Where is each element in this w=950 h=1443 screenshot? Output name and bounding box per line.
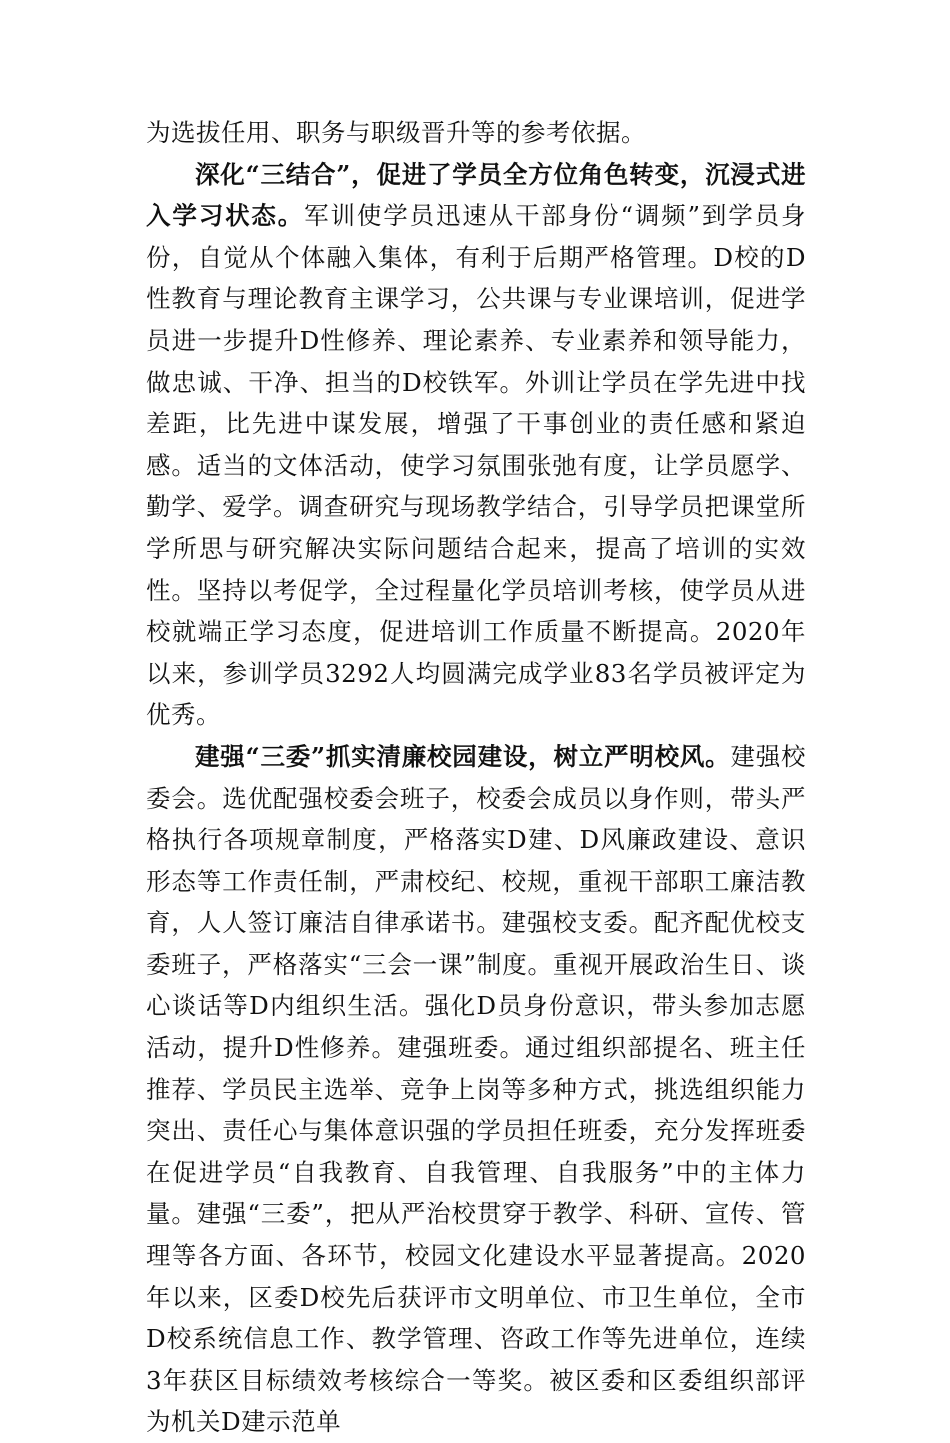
paragraph-heading: 建强“三委”抓实清廉校园建设，树立严明校风。 xyxy=(195,741,731,771)
paragraph-heading: 深化“三结合”，促进了学员全方位角色转变，沉浸式进入学习状态。 xyxy=(146,159,806,231)
paragraph-continuation xyxy=(146,112,806,154)
paragraph-text: 建强校委会。选优配强校委会班子，校委会成员以身作则，带头严格执行各项规章制度，严格落实D建、D风廉政建设、意识形态等工作责任制，严肃校纪、校规，重视干部职工廉洁教育，人人签订廉洁自律承诺书。建强校支委。配齐配优校支委班子，严格落实“三会一课”制度。重视开展政治生日、谈心谈话等D内组织生活。强化D员身份意识，带头参加志愿活动，提升D性修养。建强班委。通过组织部提名、班主任推荐、学员民主选举、竞争上岗等多种方式，挑选组织能力突出、责任心与集体意识强的学员担任班委，充分发挥班委在促进学员“自我教育、自我管理、自我服务”中的主体力量。建强“三委”，把从严治校贯穿于教学、科研、宣传、管理等各方面、各环节，校园文化建设水平显著提高。2020年以来，区委D校先后获评市文明单位、市卫生单位，全市D校系统信息工作、教学管理、咨政工作等先进单位，连续3年获区目标绩效考核综合一等奖。被区委和区委组织部评为机关D建示范单 xyxy=(146,741,807,1437)
paragraph-text: 军训使学员迅速从干部身份“调频”到学员身份，自觉从个体融入集体，有利于后期严格管理。D校的D性教育与理论教育主课学习，公共课与专业课培训，促进学员进一步提升D性修养、理论素养、专业素养和领导能力，做忠诚、干净、担当的D校铁军。外训让学员在学先进中找差距，比先进中谋发展，增强了干事创业的责任感和紧迫感。适当的文体活动，使学习氛围张弛有度，让学员愿学、勤学、爱学。调查研究与现场教学结合，引导学员把课堂所学所思与研究解决实际问题结合起来，提高了培训的实效性。坚持以考促学，全过程量化学员培训考核，使学员从进校就端正学习态度，促进培训工作质量不断提高。2020年以来，参训学员3292人均圆满完成学业83名学员被评定为优秀。 xyxy=(146,201,806,730)
paragraph-three-combinations xyxy=(146,154,806,736)
paragraph-three-committees xyxy=(146,736,806,1443)
document-body xyxy=(146,112,806,1443)
paragraph-text: 为选拔任用、职务与职级晋升等的参考依据。 xyxy=(146,118,646,147)
